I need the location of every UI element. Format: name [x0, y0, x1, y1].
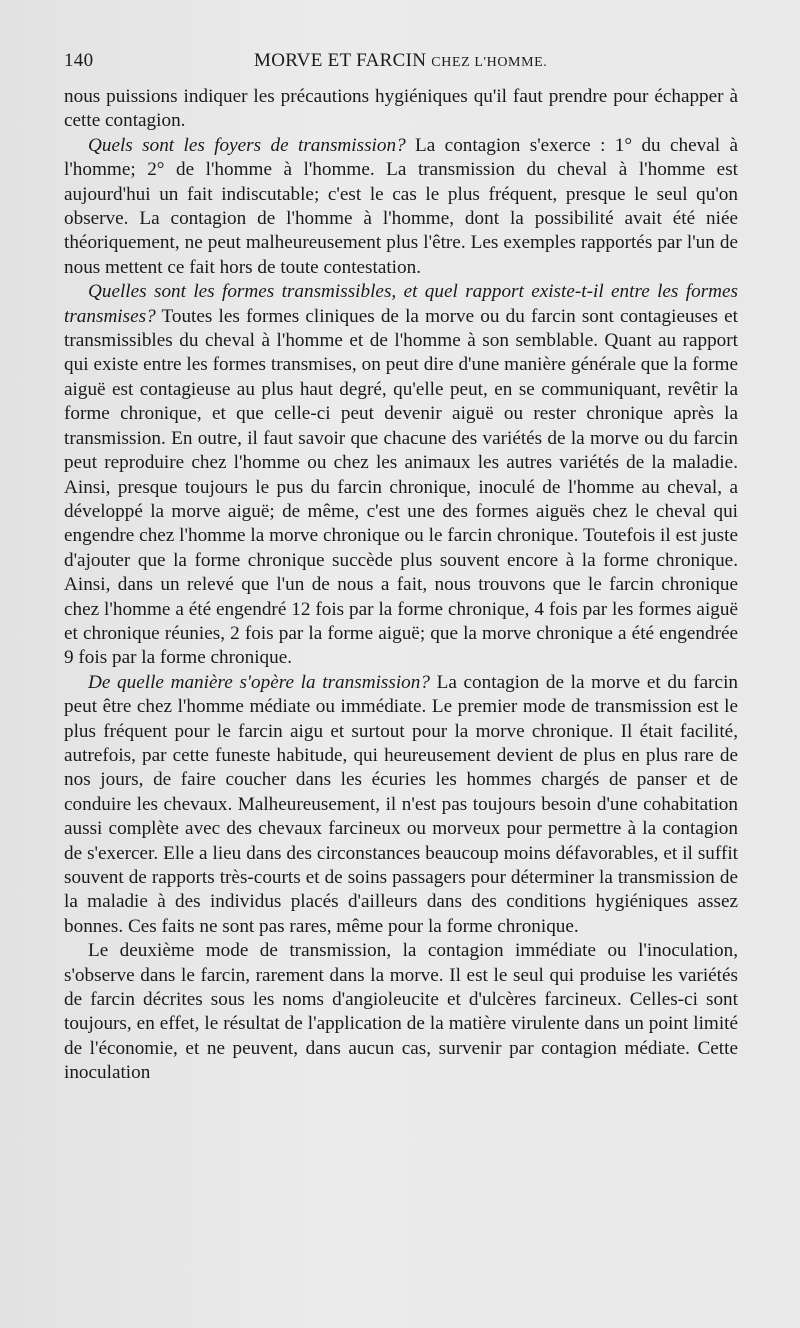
p4-text: La contagion de la morve et du farcin peut être chez l'homme médiate ou immédiate. Le premier mode de transmission est le plus fréquent pour le farcin aigu et surtout pour la morve chronique. Il était facilité, autrefois, par cette funeste habitude, qui heureusement devient de plus en plus rare de nos jours, de faire coucher dans les écuries les hommes chargés de panser et de conduire les chevaux. Malheureusement, il n'est pas toujours besoin d'une cohabitation aussi complète avec des chevaux farcineux ou morveux pour permettre à la contagion de s'exercer. Elle a lieu dans des circonstances beaucoup moins défavorables, et il suffit souvent de rapports très-courts et de soins passagers pour déterminer la transmission de la maladie à des individus placés d'ailleurs dans des conditions hygiéniques assez bonnes. Ces faits ne sont pas rares, même pour la forme chronique. [64, 671, 738, 937]
running-title-main: MORVE ET FARCIN [254, 50, 427, 71]
running-title-small: CHEZ L'HOMME. [431, 55, 548, 70]
p4-question: De quelle manière s'opère la transmission? [88, 671, 430, 693]
p5-text: Le deuxième mode de transmission, la contagion immédiate ou l'inoculation, s'observe dans le farcin, rarement dans la morve. Il est le seul qui produise les variétés de farcin décrites sous les noms d'angioleucite et d'ulcères farcineux. Celles-ci sont toujours, en effet, le résultat de l'application de la matière virulente dans un point limité de l'économie, et ne peuvent, dans aucun cas, survenir par contagion médiate. Cette inoculation [64, 940, 738, 1084]
paragraph-3 [64, 280, 738, 671]
running-title [254, 50, 547, 72]
p2-question: Quels sont les foyers de transmission? [88, 134, 406, 156]
p3-text: Toutes les formes cliniques de la morve ou du farcin sont contagieuses et transmissibles du cheval à l'homme et de l'homme à son semblable. Quant au rapport qui existe entre les formes transmises, on peut dire d'une manière générale que la forme aiguë est contagieuse au plus haut degré, qu'elle peut, en se communiquant, revêtir la forme chronique, et que celle-ci peut devenir aiguë ou rester chronique après la transmission. En outre, il faut savoir que chacune des variétés de la morve ou du farcin peut reproduire chez l'homme ou chez les animaux les autres variétés de la maladie. Ainsi, presque toujours le pus du farcin chronique, inoculé de l'homme au cheval, a développé la morve aiguë; de même, c'est une des formes aiguës chez le cheval qui engendre chez l'homme la morve chronique ou le farcin chronique. Toutefois il est juste d'ajouter que la forme chronique succède plus souvent encore à la forme chronique. Ainsi, dans un relevé que l'un de nous a fait, nous trouvons que le farcin chronique chez l'homme a été engendré 12 fois par la forme chronique, 4 fois par les formes aiguë et chronique réunies, 2 fois par la forme aiguë; que la morve chronique a été engendrée 9 fois par la forme chronique. [64, 305, 738, 669]
body-text [64, 85, 738, 1086]
page-header [64, 50, 736, 74]
paragraph-1 [64, 85, 738, 134]
paragraph-4 [64, 671, 738, 939]
p2-text: La contagion s'exerce : 1° du cheval à l'homme; 2° de l'homme à l'homme. La transmission du cheval à l'homme est aujourd'hui un fait indiscutable; c'est le cas le plus fréquent, presque le seul qu'on observe. La contagion de l'homme à l'homme, dont la possibilité avait été niée théoriquement, ne peut malheureusement plus l'être. Les exemples rapportés par l'un de nous mettent ce fait hors de toute contestation. [64, 134, 738, 278]
p3-question: Quelles sont les formes transmissibles, et quel rapport existe-t-il entre les formes transmises? [64, 281, 738, 327]
page-number: 140 [64, 50, 94, 71]
paragraph-5 [64, 939, 738, 1085]
p1-text: nous puissions indiquer les précautions hygiéniques qu'il faut prendre pour échapper à cette contagion. [64, 86, 738, 132]
paragraph-2 [64, 134, 738, 280]
